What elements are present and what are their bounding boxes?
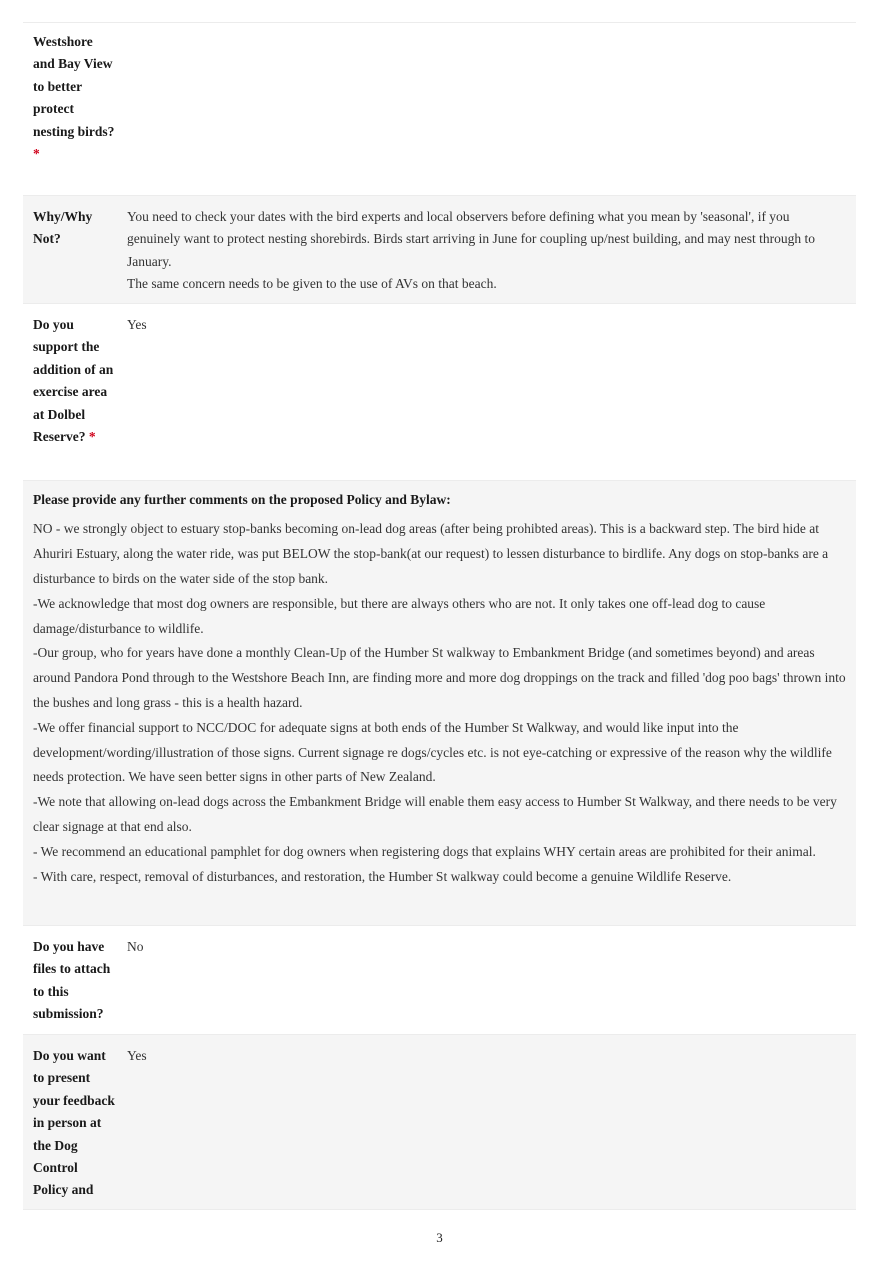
comment-paragraph: - We recommend an educational pamphlet for dog owners when registering dogs that explains WHY certain areas are prohibited for their animal. — [33, 843, 816, 859]
page-number: 3 — [436, 1230, 443, 1245]
answer-line: You need to check your dates with the bird experts and local observers before defining what you mean by 'seasonal', if you genuinely want to protect nesting shorebirds. Birds start arriving in June for coupling up/nest building, and may nest through to January. — [127, 209, 816, 269]
question-text: Do you want to present your feedback in person at the Dog Control Policy and — [33, 1048, 115, 1198]
comment-paragraph: - With care, respect, removal of disturbances, and restoration, the Humber St walkway could become a genuine Wildlife Reserve. — [33, 868, 732, 884]
required-asterisk: * — [88, 429, 96, 445]
question-row-nesting-birds — [23, 22, 856, 195]
question-label — [23, 23, 116, 195]
comment-paragraph: -We acknowledge that most dog owners are responsible, but there are always others who are not. It only takes one off-lead dog to cause damage/disturbance to wildlife. — [33, 595, 766, 636]
question-row-present-in-person — [23, 1034, 856, 1209]
question-text: Do you support the addition of an exercise area at Dolbel Reserve? — [33, 317, 114, 445]
required-asterisk: * — [33, 146, 40, 162]
question-row-why — [23, 195, 856, 303]
comment-paragraph: NO - we strongly object to estuary stop-banks becoming on-lead dog areas (after being prohibted areas). This is a backward step. The bird hide at Ahuriri Estuary, along the water ride, was put BELOW the stop-bank(at our request) to lessen disturbance to birdlife. Any dogs on stop-banks are a disturbance to birds on the water side of the stop bank. — [33, 521, 829, 586]
answer-value — [116, 23, 856, 195]
question-label — [23, 304, 116, 480]
answer-value: Yes — [127, 317, 147, 332]
question-text: Do you have files to attach to this submission? — [33, 939, 111, 1022]
question-label — [23, 1035, 116, 1209]
question-text: Please provide any further comments on the proposed Policy and Bylaw: — [33, 492, 451, 507]
answer-value: Yes — [127, 1048, 147, 1063]
divider — [23, 1209, 856, 1210]
question-text: Why/Why Not? — [33, 209, 93, 247]
answer-line: The same concern needs to be given to the use of AVs on that beach. — [127, 276, 497, 292]
question-text: Westshore and Bay View to better protect nesting birds? — [33, 34, 115, 139]
comments-text — [33, 517, 846, 889]
question-row-dolbel-reserve — [23, 303, 856, 480]
answer-value: No — [127, 939, 144, 954]
comment-paragraph: -Our group, who for years have done a monthly Clean-Up of the Humber St walkway to Embankment Bridge (and sometimes beyond) and areas around Pandora Pond through to the Westshore Beach Inn, are finding more and more dog droppings on the track and filled 'dog poo bags' thrown into the bushes and long grass - this is a health hazard. — [33, 645, 846, 710]
question-row-files — [23, 925, 856, 1034]
submission-form — [23, 22, 856, 1210]
answer-value — [116, 196, 856, 303]
comment-paragraph: -We note that allowing on-lead dogs across the Embankment Bridge will enable them easy access to Humber St Walkway, and there needs to be very clear signage at that end also. — [33, 794, 837, 834]
question-label — [23, 196, 116, 303]
question-row-further-comments — [23, 480, 856, 925]
question-label — [23, 926, 116, 1034]
comment-paragraph: -We offer financial support to NCC/DOC for adequate signs at both ends of the Humber St Walkway, and would like input into the development/wording/illustration of those signs. Current signage re dogs/cycles etc. is not eye-catching or expressive of the reason why the wildlife needs protection. We have seen better signs in other parts of New Zealand. — [33, 719, 832, 785]
comments-block — [23, 481, 856, 925]
